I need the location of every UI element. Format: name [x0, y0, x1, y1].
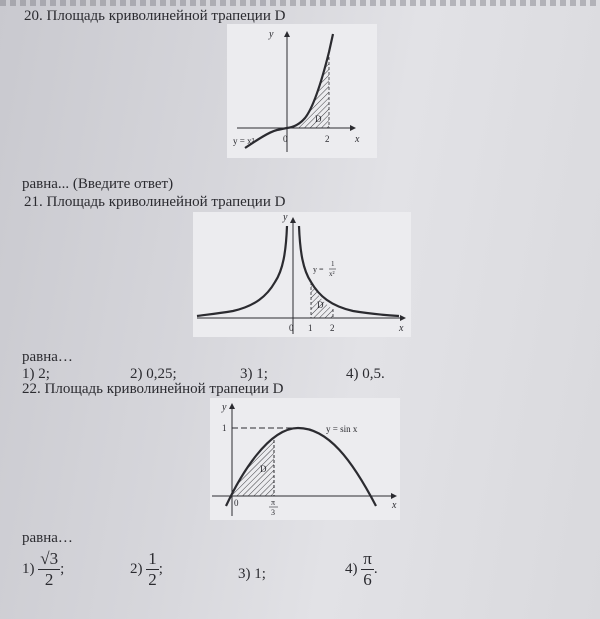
q22-curve-label: y = sin x: [326, 424, 358, 434]
q22-x-label: x: [392, 500, 397, 511]
q22-answer-1-suffix: ;: [60, 560, 65, 577]
q21-answer-4: 4) 0,5.: [346, 366, 385, 382]
q20-y-label: y: [269, 29, 274, 40]
q22-answer-1-prefix: 1): [22, 560, 35, 577]
q21-region-label: D: [317, 300, 324, 310]
q22-answer-2-den: 2: [148, 570, 157, 589]
q22-answer-1-fraction: [38, 549, 60, 590]
q22-answer-1: [22, 549, 64, 590]
q22-answer-2-prefix: 2): [130, 560, 143, 577]
q22-y-label: y: [222, 402, 227, 413]
q22-answer-2: [130, 549, 163, 590]
q22-answer-4-den: 6: [363, 570, 372, 589]
q22-origin-label: 0: [234, 498, 239, 508]
q20-region-d: [287, 52, 329, 128]
q21-title: 21. Площадь криволинейной трапеции D: [24, 194, 286, 210]
q22-figure: [210, 398, 400, 520]
q20-tail: равна... (Введите ответ): [22, 176, 174, 192]
q21-tick-1: 1: [308, 323, 313, 333]
q22-answer-4-num: π: [363, 549, 372, 568]
q22-x-tick-num: π: [271, 498, 276, 507]
q22-answer-3: 3) 1;: [238, 566, 266, 582]
q21-origin-label: 0: [289, 323, 294, 333]
q22-graph: [210, 398, 400, 520]
q22-answer-2-suffix: ;: [158, 560, 163, 577]
q22-answer-2-fraction: [146, 549, 159, 590]
q21-tick-2: 2: [330, 323, 335, 333]
q21-answer-2: 2) 0,25;: [130, 366, 177, 382]
q22-answer-1-num: √3: [40, 549, 59, 568]
q21-figure: [193, 212, 411, 337]
q22-y-tick-1: 1: [222, 423, 227, 433]
q21-curve-left: [197, 226, 287, 316]
q22-title: 22. Площадь криволинейной трапеции D: [22, 381, 284, 397]
q21-tail: равна…: [22, 349, 73, 365]
q20-figure: [227, 24, 377, 158]
q20-graph: [227, 24, 377, 158]
q21-y-label: y: [283, 212, 288, 223]
q22-answer-2-num: 1: [148, 549, 157, 568]
q22-answer-4-suffix: .: [373, 560, 378, 577]
q21-x-label: x: [399, 323, 404, 334]
cut-off-previous-line: [0, 0, 600, 6]
q21-answer-3: 3) 1;: [240, 366, 268, 382]
q21-curve-label-num: 1: [331, 260, 335, 268]
q20-region-label: D: [315, 114, 322, 124]
q20-origin-label: 0: [283, 134, 288, 144]
q20-curve-label: y = x³: [233, 136, 255, 146]
q20-x-label: x: [355, 134, 360, 145]
q21-curve-label-y: y =: [313, 265, 324, 274]
q22-x-tick-den: 3: [271, 508, 275, 517]
q20-title: 20. Площадь криволинейной трапеции D: [24, 8, 286, 24]
q22-answer-4: [345, 549, 378, 590]
q20-tick-2: 2: [325, 134, 330, 144]
q22-region-d: [232, 440, 274, 496]
q21-graph: [193, 212, 411, 337]
q22-answer-4-fraction: [361, 549, 374, 590]
q21-curve-label-den: x²: [329, 270, 335, 278]
q22-answer-4-prefix: 4): [345, 560, 358, 577]
q22-region-label: D: [260, 464, 267, 474]
q22-tail: равна…: [22, 530, 73, 546]
q21-answer-1: 1) 2;: [22, 366, 50, 382]
q22-answer-1-den: 2: [44, 570, 54, 589]
